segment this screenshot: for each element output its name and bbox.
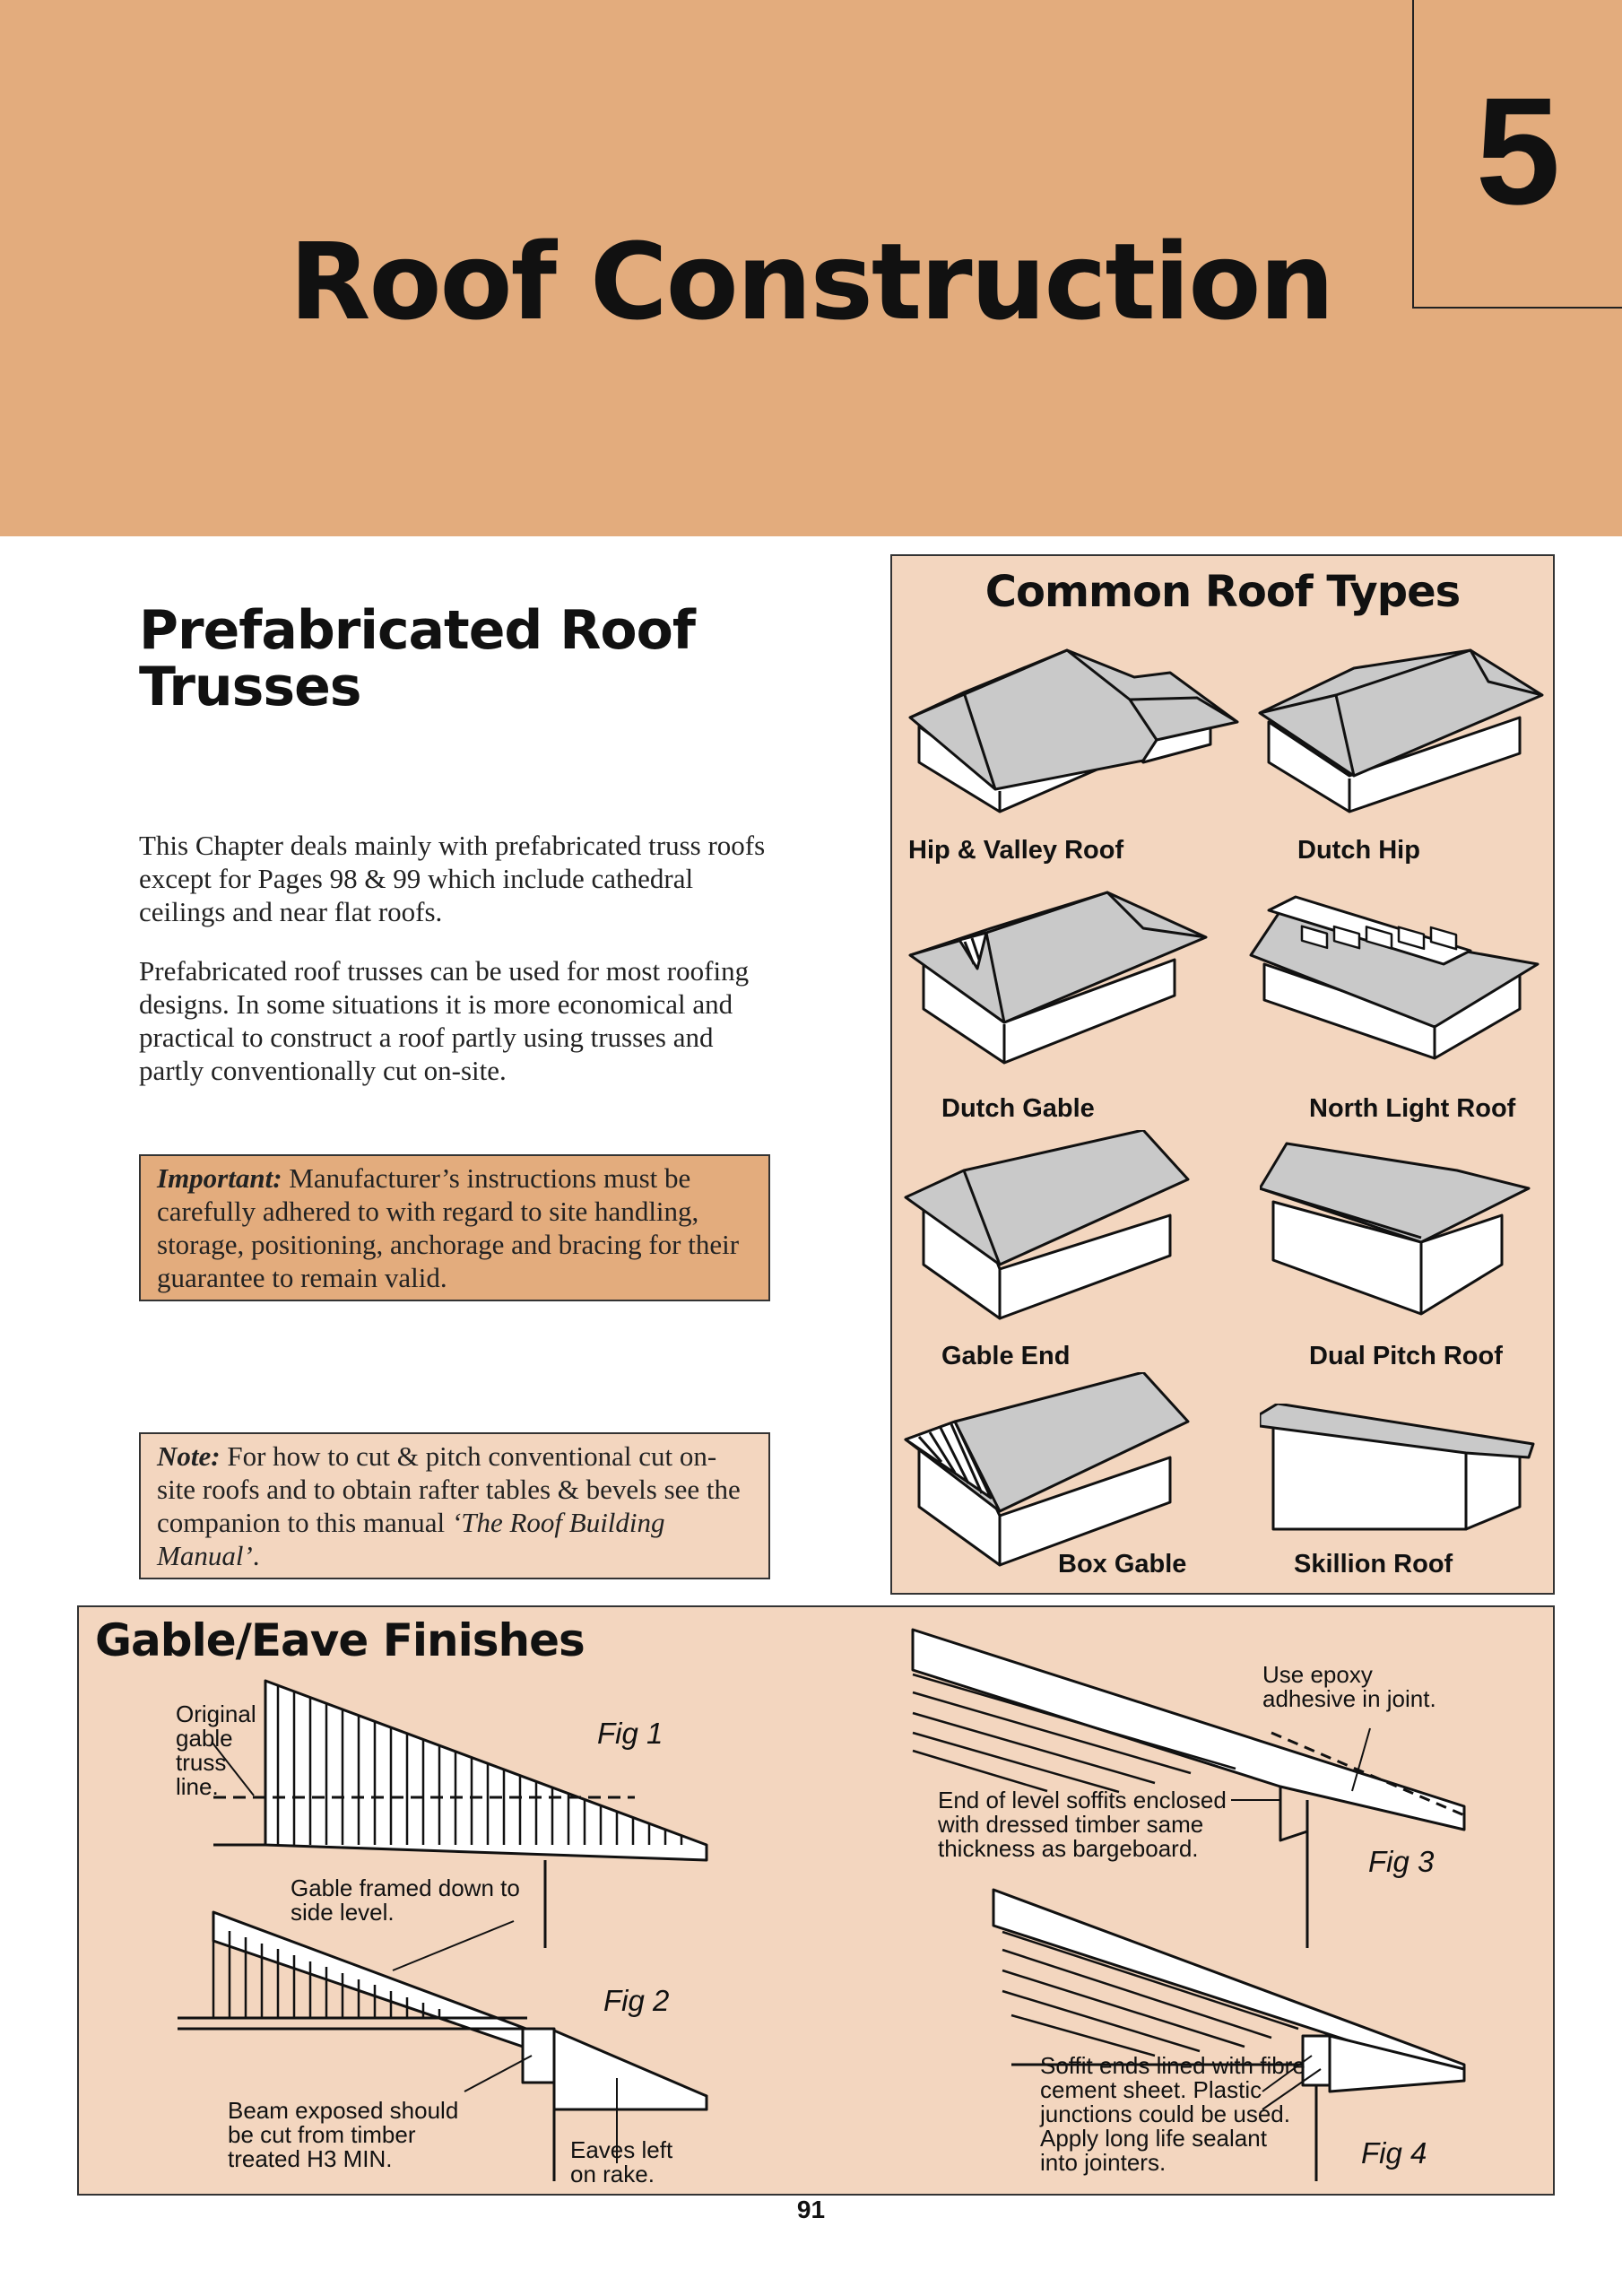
eave-finishes-title: Gable/Eave Finishes (95, 1614, 585, 1666)
gable-end-roof-drawing (901, 1130, 1206, 1336)
annotation-end-soffits: End of level soffits enclosed with dressed timber same thickness as bargeboard. (938, 1787, 1227, 1862)
roof-caption-box-gable: Box Gable (1058, 1550, 1187, 1578)
roof-types-title: Common Roof Types (984, 567, 1461, 617)
note-text: For how to cut & pitch conventional cut on-site roofs and to obtain rafter tables & bevels see the companion to this manual (157, 1440, 741, 1538)
chapter-number: 5 (1475, 66, 1561, 237)
skillion-roof-drawing (1260, 1404, 1547, 1547)
intro-paragraph-2: Prefabricated roof trusses can be used for most roofing designs. In some situations it is more economical and practical to construct a roof partly using trusses and partly conventionally cut on-site. (139, 955, 750, 1086)
chapter-title: Roof Construction (289, 220, 1333, 344)
roof-caption-north-light: North Light Roof (1309, 1094, 1516, 1123)
chapter-header-band (0, 0, 1622, 536)
intro-paragraph-1: This Chapter deals mainly with prefabricated truss roofs except for Pages 98 & 99 which include cathedral ceilings and near flat roofs. (139, 830, 766, 927)
fig-4-label: Fig 4 (1361, 2136, 1427, 2170)
annotation-gable-framed: Gable framed down to side level. (291, 1874, 520, 1926)
annotation-original-truss: Original gable truss line. (176, 1700, 256, 1800)
north-light-roof-drawing (1246, 874, 1551, 1094)
page-number: 91 (796, 2196, 826, 2223)
important-text: Manufacturer’s instructions must be carefully adhered to with regard to site handling, storage, positioning, anchorage and bracing for their guarantee to remain valid. (157, 1162, 740, 1293)
note-callout (139, 1432, 770, 1579)
annotation-beam-exposed: Beam exposed should be cut from timber treated H3 MIN. (228, 2097, 459, 2172)
box-gable-roof-drawing (901, 1372, 1206, 1578)
dual-pitch-roof-drawing (1260, 1130, 1547, 1336)
roof-caption-dual-pitch: Dual Pitch Roof (1309, 1342, 1503, 1370)
roof-caption-gable-end: Gable End (941, 1342, 1071, 1370)
fig-2-label: Fig 2 (603, 1984, 670, 2017)
section-heading: Prefabricated Roof Trusses (139, 599, 695, 718)
hip-valley-roof-drawing (901, 628, 1242, 843)
note-label: Note: (157, 1440, 221, 1472)
common-roof-types-panel (890, 554, 1555, 1595)
roof-caption-dutch-hip: Dutch Hip (1297, 836, 1420, 865)
annotation-eaves-left: Eaves left on rake. (570, 2136, 673, 2187)
important-callout (139, 1154, 770, 1301)
roof-caption-dutch-gable: Dutch Gable (941, 1094, 1095, 1123)
fig-3-label: Fig 3 (1368, 1845, 1435, 1878)
important-label: Important: (157, 1162, 282, 1194)
roof-caption-skillion: Skillion Roof (1294, 1550, 1453, 1578)
dutch-gable-roof-drawing (906, 879, 1228, 1094)
gable-eave-finishes-panel (77, 1605, 1555, 2196)
fig-1-label: Fig 1 (597, 1717, 664, 1750)
note-end: . (252, 1540, 260, 1571)
annotation-soffit-ends: Soffit ends lined with fibre cement sheet. Plastic junctions could be used. Apply long life sealant into jointers. (1040, 2052, 1305, 2176)
note-book-title: ‘The Roof Building Manual’ (157, 1507, 665, 1571)
annotation-use-epoxy: Use epoxy adhesive in joint. (1262, 1661, 1436, 1712)
roof-caption-hip-valley: Hip & Valley Roof (908, 836, 1124, 865)
dutch-hip-roof-drawing (1255, 628, 1551, 843)
